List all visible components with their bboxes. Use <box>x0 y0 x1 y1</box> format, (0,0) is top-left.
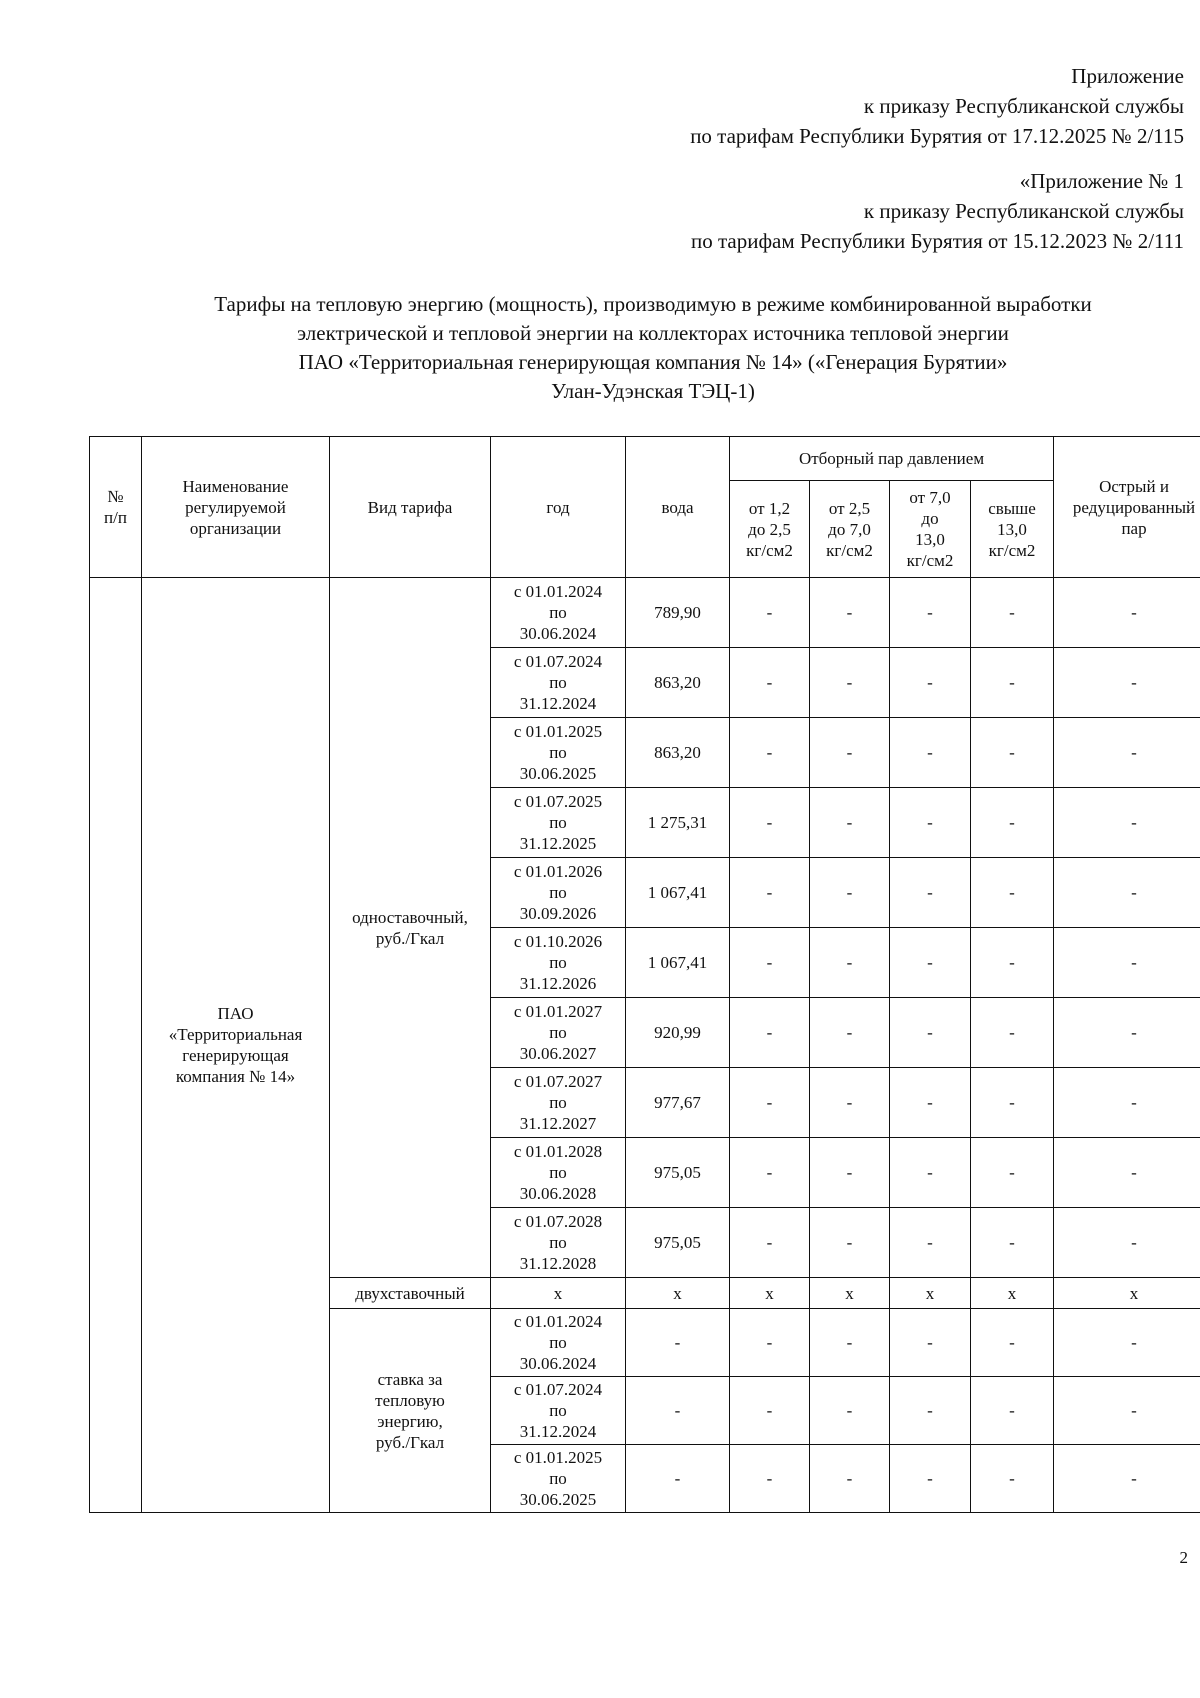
dash-cell: - <box>1054 648 1200 718</box>
dash-cell: - <box>1054 998 1200 1068</box>
x-cell: x <box>491 1278 626 1309</box>
dash-cell: - <box>730 788 810 858</box>
period-cell: с 01.01.2025 по 30.06.2025 <box>491 1445 626 1513</box>
dash-cell: - <box>971 788 1054 858</box>
dash-cell: - <box>810 1068 890 1138</box>
period-cell: с 01.07.2028 по 31.12.2028 <box>491 1208 626 1278</box>
tariff-type-heat-rate: ставка за тепловую энергию, руб./Гкал <box>330 1309 491 1513</box>
dash-cell: - <box>1054 1068 1200 1138</box>
tariff-type-two-rate: двухставочный <box>330 1278 491 1309</box>
dash-cell: - <box>730 928 810 998</box>
period-cell: с 01.07.2027 по 31.12.2027 <box>491 1068 626 1138</box>
dash-cell: - <box>730 648 810 718</box>
dash-cell: - <box>971 718 1054 788</box>
dash-cell: - <box>730 1377 810 1445</box>
dash-cell: - <box>810 648 890 718</box>
appendix-header <box>690 61 1184 151</box>
dash-cell: - <box>730 1068 810 1138</box>
tariff-table <box>89 436 1200 1513</box>
dash-cell: - <box>1054 858 1200 928</box>
water-value: 920,99 <box>626 998 730 1068</box>
x-cell: x <box>890 1278 971 1309</box>
dash-cell: - <box>890 1068 971 1138</box>
org-name-cell: ПАО «Территориальная генерирующая компания № 14» <box>142 578 330 1513</box>
x-cell: x <box>626 1278 730 1309</box>
dash-cell: - <box>810 1309 890 1377</box>
water-value: 1 067,41 <box>626 928 730 998</box>
col-header-year: год <box>491 437 626 578</box>
title-line: Тарифы на тепловую энергию (мощность), производимую в режиме комбинированной выработки <box>214 292 1092 316</box>
period-cell: с 01.07.2025 по 31.12.2025 <box>491 788 626 858</box>
dash-cell: - <box>1054 1208 1200 1278</box>
dash-cell: - <box>810 1377 890 1445</box>
period-cell: с 01.01.2026 по 30.09.2026 <box>491 858 626 928</box>
dash-cell: - <box>1054 1138 1200 1208</box>
col-header-sharp-steam: Острый и редуцированный пар <box>1054 437 1200 578</box>
dash-cell: - <box>1054 1309 1200 1377</box>
period-cell: с 01.01.2025 по 30.06.2025 <box>491 718 626 788</box>
row-number-cell <box>90 578 142 1513</box>
dash-cell: - <box>971 1138 1054 1208</box>
dash-cell: - <box>890 1309 971 1377</box>
title-line: ПАО «Территориальная генерирующая компания № 14» («Генерация Бурятии» <box>298 350 1008 374</box>
appendix-line: к приказу Республиканской службы <box>863 199 1184 223</box>
appendix-line: по тарифам Республики Бурятия от 17.12.2025 № 2/115 <box>690 124 1184 148</box>
dash-cell: - <box>730 1208 810 1278</box>
dash-cell: - <box>730 578 810 648</box>
appendix-line: Приложение <box>1071 64 1184 88</box>
dash-cell: - <box>890 578 971 648</box>
dash-cell: - <box>810 718 890 788</box>
dash-cell: - <box>1054 928 1200 998</box>
col-header-tariff-type: Вид тарифа <box>330 437 491 578</box>
dash-cell: - <box>971 578 1054 648</box>
dash-cell: - <box>971 1445 1054 1513</box>
water-value: 977,67 <box>626 1068 730 1138</box>
water-value: 863,20 <box>626 648 730 718</box>
col-header-steam-group: Отборный пар давлением <box>730 437 1054 481</box>
x-cell: x <box>730 1278 810 1309</box>
dash-cell: - <box>810 928 890 998</box>
x-cell: x <box>810 1278 890 1309</box>
col-header-org: Наименование регулируемой организации <box>142 437 330 578</box>
appendix-line: к приказу Республиканской службы <box>863 94 1184 118</box>
x-cell: x <box>1054 1278 1200 1309</box>
col-header-p4: свыше 13,0 кг/см2 <box>971 481 1054 578</box>
appendix-line: по тарифам Республики Бурятия от 15.12.2023 № 2/111 <box>690 229 1184 253</box>
dash-cell: - <box>810 788 890 858</box>
period-cell: с 01.01.2027 по 30.06.2027 <box>491 998 626 1068</box>
dash-cell: - <box>810 1445 890 1513</box>
dash-cell: - <box>730 858 810 928</box>
dash-cell: - <box>971 1309 1054 1377</box>
dash-cell: - <box>890 1377 971 1445</box>
dash-cell: - <box>890 1208 971 1278</box>
water-value: 863,20 <box>626 718 730 788</box>
dash-cell: - <box>890 1138 971 1208</box>
dash-cell: - <box>971 1068 1054 1138</box>
dash-cell: - <box>971 928 1054 998</box>
water-value: 1 275,31 <box>626 788 730 858</box>
period-cell: с 01.10.2026 по 31.12.2026 <box>491 928 626 998</box>
dash-cell: - <box>730 998 810 1068</box>
dash-cell: - <box>971 648 1054 718</box>
col-header-p3: от 7,0 до 13,0 кг/см2 <box>890 481 971 578</box>
dash-cell: - <box>890 788 971 858</box>
dash-cell: - <box>1054 718 1200 788</box>
period-cell: с 01.07.2024 по 31.12.2024 <box>491 1377 626 1445</box>
dash-cell: - <box>626 1377 730 1445</box>
dash-cell: - <box>730 1445 810 1513</box>
dash-cell: - <box>890 928 971 998</box>
document-title <box>120 290 1186 406</box>
dash-cell: - <box>971 858 1054 928</box>
dash-cell: - <box>890 998 971 1068</box>
title-line: электрической и тепловой энергии на коллекторах источника тепловой энергии <box>297 321 1009 345</box>
period-cell: с 01.01.2024 по 30.06.2024 <box>491 578 626 648</box>
water-value: 789,90 <box>626 578 730 648</box>
water-value: 975,05 <box>626 1208 730 1278</box>
col-header-water: вода <box>626 437 730 578</box>
water-value: 975,05 <box>626 1138 730 1208</box>
dash-cell: - <box>730 1309 810 1377</box>
appendix-reference <box>691 166 1184 256</box>
dash-cell: - <box>1054 1445 1200 1513</box>
x-cell: x <box>971 1278 1054 1309</box>
dash-cell: - <box>626 1309 730 1377</box>
dash-cell: - <box>1054 788 1200 858</box>
appendix-line: «Приложение № 1 <box>1019 169 1184 193</box>
col-header-p1: от 1,2 до 2,5 кг/см2 <box>730 481 810 578</box>
dash-cell: - <box>890 858 971 928</box>
dash-cell: - <box>1054 1377 1200 1445</box>
dash-cell: - <box>730 718 810 788</box>
title-line: Улан-Удэнская ТЭЦ-1) <box>551 379 755 403</box>
dash-cell: - <box>730 1138 810 1208</box>
dash-cell: - <box>971 1377 1054 1445</box>
col-header-p2: от 2,5 до 7,0 кг/см2 <box>810 481 890 578</box>
dash-cell: - <box>626 1445 730 1513</box>
period-cell: с 01.01.2028 по 30.06.2028 <box>491 1138 626 1208</box>
water-value: 1 067,41 <box>626 858 730 928</box>
dash-cell: - <box>890 1445 971 1513</box>
dash-cell: - <box>810 858 890 928</box>
dash-cell: - <box>1054 578 1200 648</box>
dash-cell: - <box>810 1208 890 1278</box>
dash-cell: - <box>971 998 1054 1068</box>
period-cell: с 01.01.2024 по 30.06.2024 <box>491 1309 626 1377</box>
dash-cell: - <box>810 1138 890 1208</box>
table-row <box>90 578 1200 648</box>
dash-cell: - <box>890 718 971 788</box>
page-number: 2 <box>1179 1548 1188 1567</box>
dash-cell: - <box>971 1208 1054 1278</box>
dash-cell: - <box>810 578 890 648</box>
col-header-num: № п/п <box>90 437 142 578</box>
dash-cell: - <box>810 998 890 1068</box>
tariff-type-one-rate: одноставочный, руб./Гкал <box>330 578 491 1278</box>
dash-cell: - <box>890 648 971 718</box>
period-cell: с 01.07.2024 по 31.12.2024 <box>491 648 626 718</box>
